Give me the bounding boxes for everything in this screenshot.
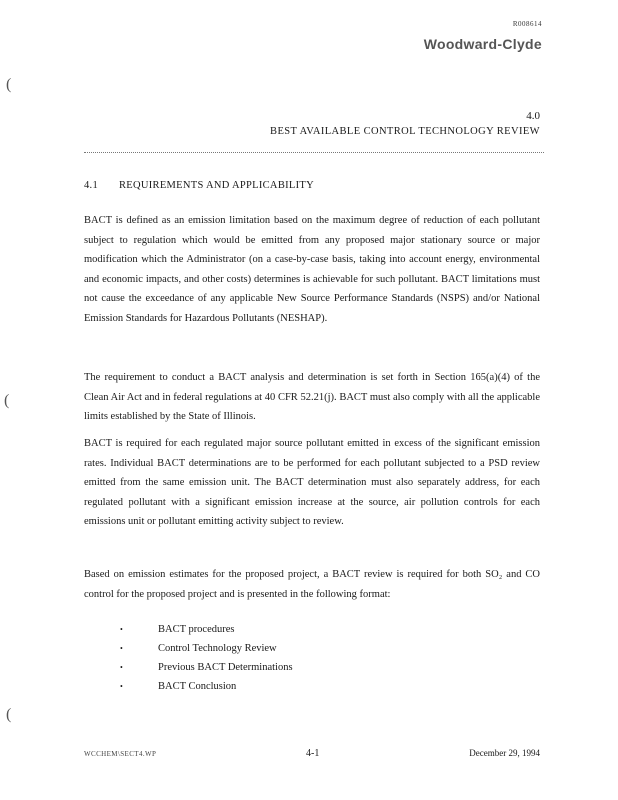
bullet-icon: • xyxy=(120,682,123,691)
list-item-label: Previous BACT Determinations xyxy=(158,662,293,673)
paragraph-bact-format: Based on emission estimates for the proposed project, a BACT review is required for both SO₂ and CO control for the proposed project and is presented in the following format: xyxy=(84,569,540,600)
paragraph-bact-definition: BACT is defined as an emission limitation based on the maximum degree of reduction of each pollutant subject to regulation which would be emitted from any proposed major stationary source or major modification which the Administrator (on a case-by-case basis, taking into account energy, environmental and economic impacts, and other costs) determines is achievable for such pollutant. BACT limitations must not cause the exceedance of any applicable New Source Performance Standards (NSPS) and/or National Emission Standards for Hazardous Pollutants (NESHAP). xyxy=(84,215,540,324)
list-item xyxy=(120,620,293,639)
footer-file-path: WCCHEM\SECT4.WP xyxy=(84,750,157,758)
list-item-label: Control Technology Review xyxy=(158,643,277,654)
footer-page-number: 4-1 xyxy=(306,748,320,759)
subsection-number: 4.1 xyxy=(84,180,99,191)
document-id: R008614 xyxy=(512,20,542,28)
bact-format-list xyxy=(120,620,293,696)
title-rule xyxy=(84,152,544,153)
list-item-label: BACT Conclusion xyxy=(158,681,237,692)
section-title: BEST AVAILABLE CONTROL TECHNOLOGY REVIEW xyxy=(270,126,540,137)
paragraph-bact-pollutants: BACT is required for each regulated major source pollutant emitted in excess of the significant emission rates. Individual BACT determinations are to be performed for each pollutant subjected to a PSD review emitted from the same emission unit. The BACT determination must also separately address, for each regulated pollutant with a significant emission increase at the source, air pollution controls for each emissions unit or pollutant emitting activity subject to review. xyxy=(84,438,540,527)
subsection-heading xyxy=(84,180,314,191)
bullet-icon: • xyxy=(120,644,123,653)
margin-mark: ( xyxy=(4,392,10,409)
margin-mark: ( xyxy=(6,706,12,723)
list-item xyxy=(120,639,293,658)
section-number: 4.0 xyxy=(526,110,540,122)
list-item xyxy=(120,677,293,696)
margin-mark: ( xyxy=(6,76,12,93)
bullet-icon: • xyxy=(120,663,123,672)
paragraph-bact-requirement: The requirement to conduct a BACT analysis and determination is set forth in Section 165(a)(4) of the Clean Air Act and in federal regulations at 40 CFR 52.21(j). BACT must also comply with all the applicable limits established by the State of Illinois. xyxy=(84,372,540,422)
footer-date: December 29, 1994 xyxy=(469,748,540,758)
list-item-label: BACT procedures xyxy=(158,624,235,635)
bullet-icon: • xyxy=(120,625,123,634)
company-logo: Woodward-Clyde xyxy=(423,36,542,52)
subsection-title: REQUIREMENTS AND APPLICABILITY xyxy=(118,180,315,191)
list-item xyxy=(120,658,293,677)
